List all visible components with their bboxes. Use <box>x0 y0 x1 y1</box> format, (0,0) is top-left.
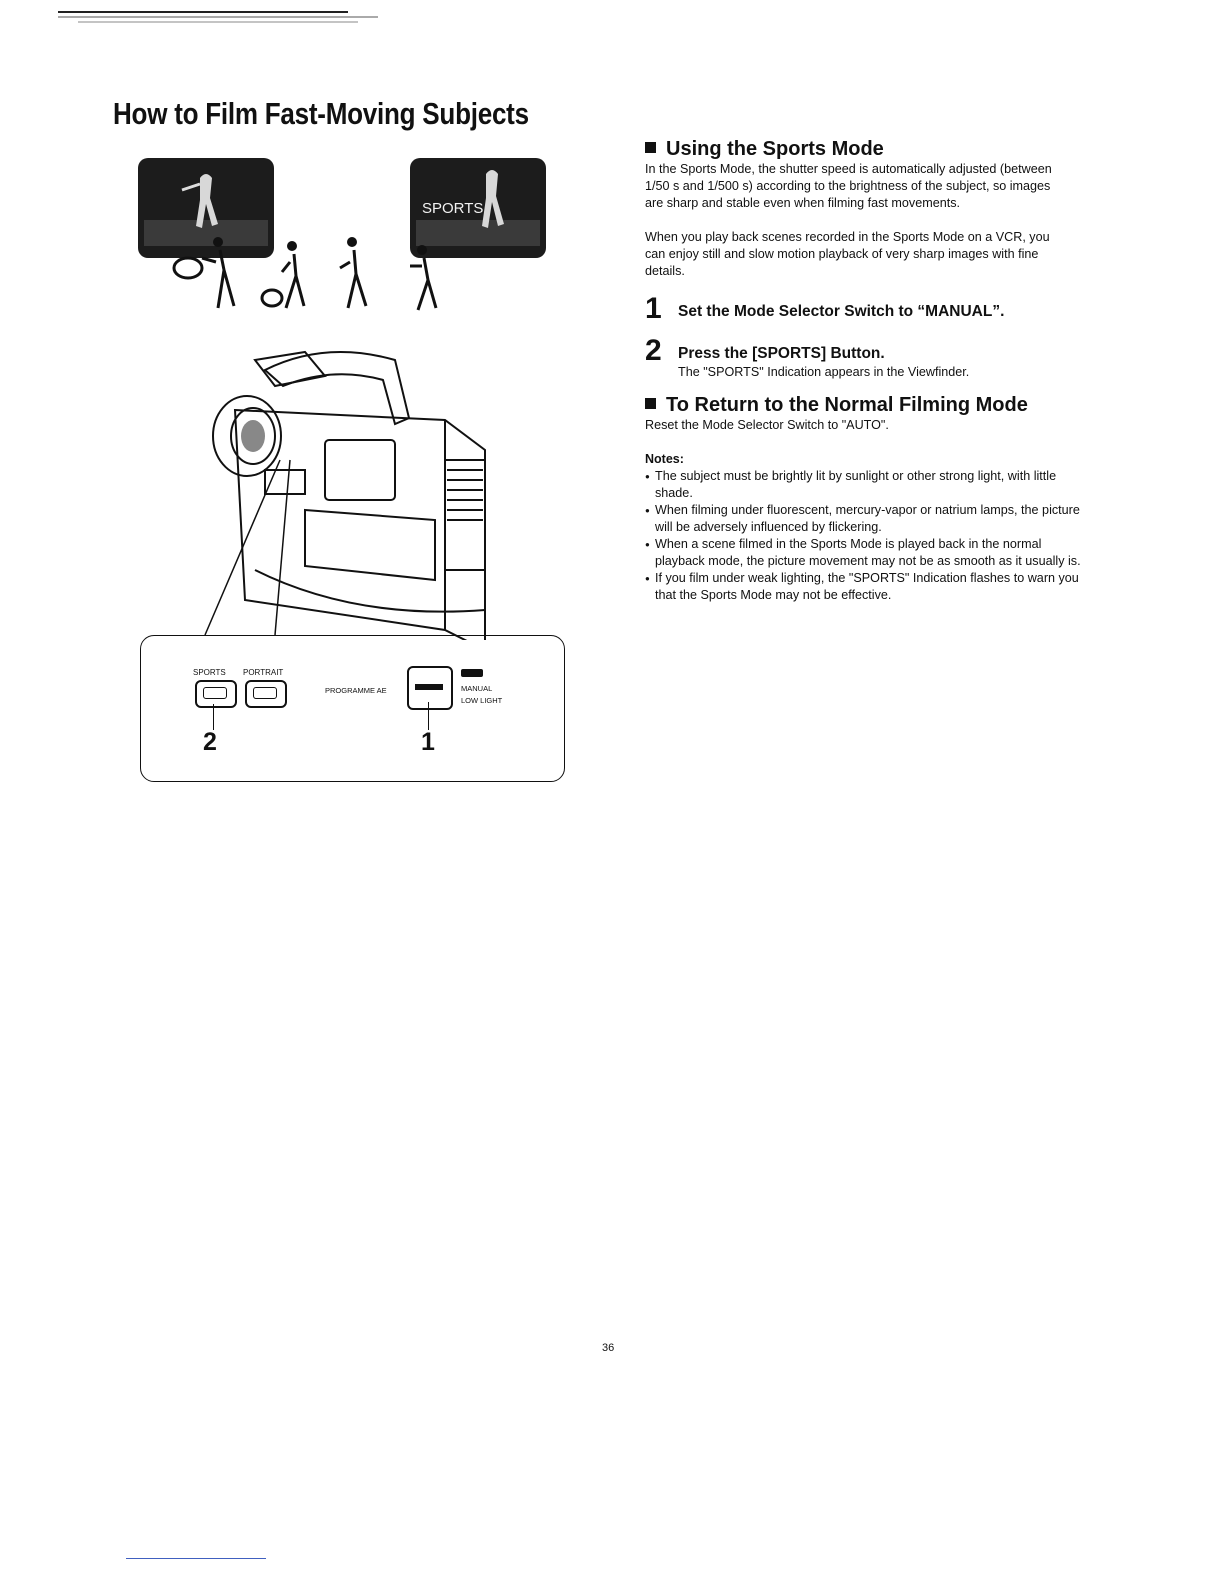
page-title: How to Film Fast-Moving Subjects <box>113 96 529 131</box>
low-light-label: LOW LIGHT <box>461 696 503 705</box>
note-item: ● When filming under fluorescent, mercury-vapor or natrium lamps, the picture will be adversely influenced by flickering. <box>645 502 1085 536</box>
callout-line-1 <box>428 702 429 730</box>
tennis-viewfinder-illustration <box>130 150 590 320</box>
sports-button <box>195 680 237 708</box>
sports-mode-heading: Using the Sports Mode <box>645 138 884 161</box>
note-item: ● The subject must be brightly lit by sunlight or other strong light, with little shade. <box>645 468 1085 502</box>
notes-list <box>645 468 1085 604</box>
callout-number-1: 1 <box>421 728 435 756</box>
normal-mode-heading: To Return to the Normal Filming Mode <box>645 394 1028 417</box>
mode-selector-switch <box>407 666 453 710</box>
callout-number-2: 2 <box>203 728 217 756</box>
square-bullet-icon <box>645 142 656 153</box>
step-1-number: 1 <box>645 292 662 325</box>
manual-label: MANUAL <box>461 684 493 693</box>
portrait-button <box>245 680 287 708</box>
viewfinder-sports-indication: SPORTS <box>422 200 484 217</box>
note-item: ● If you film under weak lighting, the "SPORTS" Indication flashes to warn you that the Sports Mode may not be effective. <box>645 570 1085 604</box>
auto-position-marker <box>461 669 483 677</box>
note-item: ● When a scene filmed in the Sports Mode is played back in the normal playback mode, the picture movement may not be as smooth as it usually is. <box>645 536 1085 570</box>
step-1-text: Set the Mode Selector Switch to “MANUAL”. <box>678 303 1005 320</box>
sports-mode-para1: In the Sports Mode, the shutter speed is automatically adjusted (between 1/50 s and 1/500 s) according to the brightness of the subject, so images are sharp and stable even when filming fast movements. <box>645 162 1052 210</box>
programme-ae-label: PROGRAMME AE <box>325 686 387 695</box>
bottom-rule <box>126 1558 266 1559</box>
step-2-detail: The "SPORTS" Indication appears in the Viewfinder. <box>678 365 970 379</box>
normal-mode-text: Reset the Mode Selector Switch to "AUTO". <box>645 418 889 432</box>
step-2-number: 2 <box>645 334 662 367</box>
notes-title: Notes: <box>645 452 684 466</box>
portrait-label: PORTRAIT <box>243 668 284 677</box>
step-2-text: Press the [SPORTS] Button. <box>678 345 885 362</box>
control-panel-detail <box>140 635 565 782</box>
square-bullet-icon <box>645 398 656 409</box>
page-number: 36 <box>602 1342 615 1354</box>
sports-mode-para2: When you play back scenes recorded in the Sports Mode on a VCR, you can enjoy still and slow motion playback of very sharp images with fine details. <box>645 230 1050 278</box>
top-rule-artifact <box>58 8 378 28</box>
callout-lines <box>195 455 305 640</box>
sports-label: SPORTS <box>193 668 226 677</box>
callout-line-2 <box>213 704 214 730</box>
